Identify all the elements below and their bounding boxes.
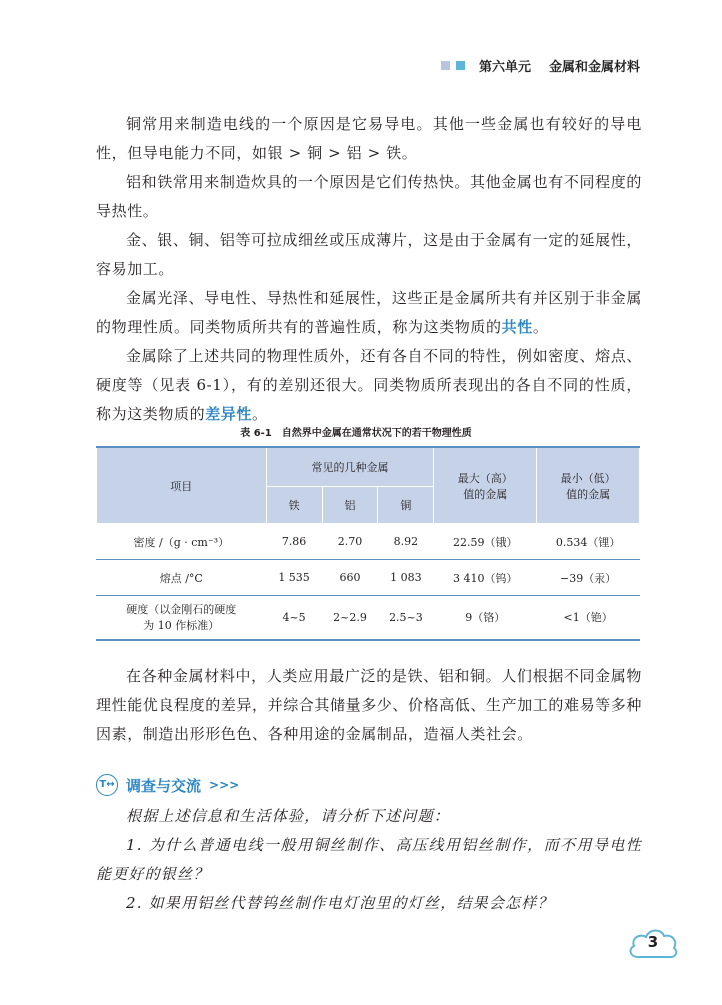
metal-properties-table xyxy=(96,446,640,641)
cell-item: 熔点 /°C xyxy=(97,560,267,596)
header-common-metals: 常见的几种金属 xyxy=(266,447,434,487)
cell-copper: 1 083 xyxy=(378,560,434,596)
header-max-line1: 最大（高） xyxy=(457,471,513,485)
header-max-line2: 值的金属 xyxy=(463,487,508,501)
paragraph-common-text: 金属光泽、导电性、导热性和延展性，这些正是金属所共有并区别于非金属的物理性质。同类物质所共有的普遍性质，称为这类物质的 xyxy=(96,289,642,336)
page-number: 3 xyxy=(647,933,659,951)
cell-max: 9（铬） xyxy=(434,596,537,640)
intro-paragraphs xyxy=(96,110,642,429)
cell-item xyxy=(97,596,267,640)
term-difference-property: 差异性 xyxy=(205,405,253,423)
cell-item-line2: 为 10 作标准） xyxy=(143,619,220,633)
paragraph-applications: 在各种金属材料中，人类应用最广泛的是铁、铝和铜。人们根据不同金属物理性能优良程度的差异，并综合其储量多少、价格高低、生产加工的难易等多种因素，制造出形形色色、各种用途的金属制品，造福人类社会。 xyxy=(96,667,643,743)
table-row xyxy=(97,560,640,596)
paragraph-difference-property xyxy=(96,342,642,429)
header-max xyxy=(434,447,537,524)
cell-min: <1（铯） xyxy=(537,596,640,640)
header-iron: 铁 xyxy=(266,487,322,524)
paragraph-diff-end: 。 xyxy=(252,405,268,423)
paragraph-thermal: 铝和铁常用来制造炊具的一个原因是它们传热快。其他金属也有不同程度的导热性。 xyxy=(96,173,642,220)
cell-iron: 7.86 xyxy=(266,524,322,560)
term-common-property: 共性 xyxy=(501,318,533,336)
survey-question-2: 2. 如果用铝丝代替钨丝制作电灯泡里的灯丝，结果会怎样？ xyxy=(126,894,554,912)
cell-max: 22.59（锇） xyxy=(434,524,537,560)
cell-item-line1: 硬度（以金刚石的硬度 xyxy=(126,603,237,617)
header-aluminum: 铝 xyxy=(322,487,378,524)
header-square-icon xyxy=(441,61,450,70)
table-caption xyxy=(0,424,722,439)
table-number: 表 6-1 xyxy=(240,428,272,439)
header-min-line1: 最小（低） xyxy=(560,471,616,485)
header-square-icon xyxy=(456,61,465,70)
header-copper: 铜 xyxy=(378,487,434,524)
header-min xyxy=(537,447,640,524)
table-row xyxy=(97,596,640,640)
cell-max: 3 410（钨） xyxy=(434,560,537,596)
table-row xyxy=(97,524,640,560)
cell-item: 密度 /（g · cm⁻³） xyxy=(97,524,267,560)
cell-min: 0.534（锂） xyxy=(537,524,640,560)
discussion-icon: T↔ xyxy=(96,774,118,796)
paragraph-conductivity: 铜常用来制造电线的一个原因是它易导电。其他一些金属也有较好的导电性，但导电能力不同，如银 > 铜 > 铝 > 铁。 xyxy=(96,115,642,162)
section-title: 调查与交流 xyxy=(126,776,202,795)
paragraph-ductility: 金、银、铜、铝等可拉成细丝或压成薄片，这是由于金属有一定的延展性，容易加工。 xyxy=(96,231,642,278)
after-table-text xyxy=(96,662,642,749)
paragraph-common-property xyxy=(96,284,642,342)
cell-copper: 8.92 xyxy=(378,524,434,560)
cell-aluminum: 2~2.9 xyxy=(322,596,378,640)
cell-aluminum: 660 xyxy=(322,560,378,596)
header-unit: 第六单元 xyxy=(478,60,531,75)
cell-aluminum: 2.70 xyxy=(322,524,378,560)
survey-question-1: 1. 为什么普通电线一般用铜丝制作、高压线用铝丝制作，而不用导电性能更好的银丝？ xyxy=(96,836,642,883)
section-arrows: >>> xyxy=(209,778,240,792)
header-title: 金属和金属材料 xyxy=(548,60,640,75)
survey-intro: 根据上述信息和生活体验，请分析下述问题： xyxy=(126,807,451,825)
section-heading xyxy=(96,774,239,796)
cell-iron: 4~5 xyxy=(266,596,322,640)
paragraph-common-end: 。 xyxy=(532,318,549,336)
cell-min: −39（汞） xyxy=(537,560,640,596)
survey-questions xyxy=(96,802,642,918)
header-item: 项目 xyxy=(97,447,267,524)
cell-iron: 1 535 xyxy=(266,560,322,596)
table-title: 自然界中金属在通常状况下的若干物理性质 xyxy=(281,428,472,439)
paragraph-diff-text: 金属除了上述共同的物理性质外，还有各自不同的特性，例如密度、熔点、硬度等（见表 6-1），有的差别还很大。同类物质所表现出的各自不同的性质，称为这类物质的 xyxy=(96,347,642,423)
cell-copper: 2.5~3 xyxy=(378,596,434,640)
header-min-line2: 值的金属 xyxy=(566,487,611,501)
running-header xyxy=(441,56,640,75)
page-number-badge xyxy=(626,925,680,963)
